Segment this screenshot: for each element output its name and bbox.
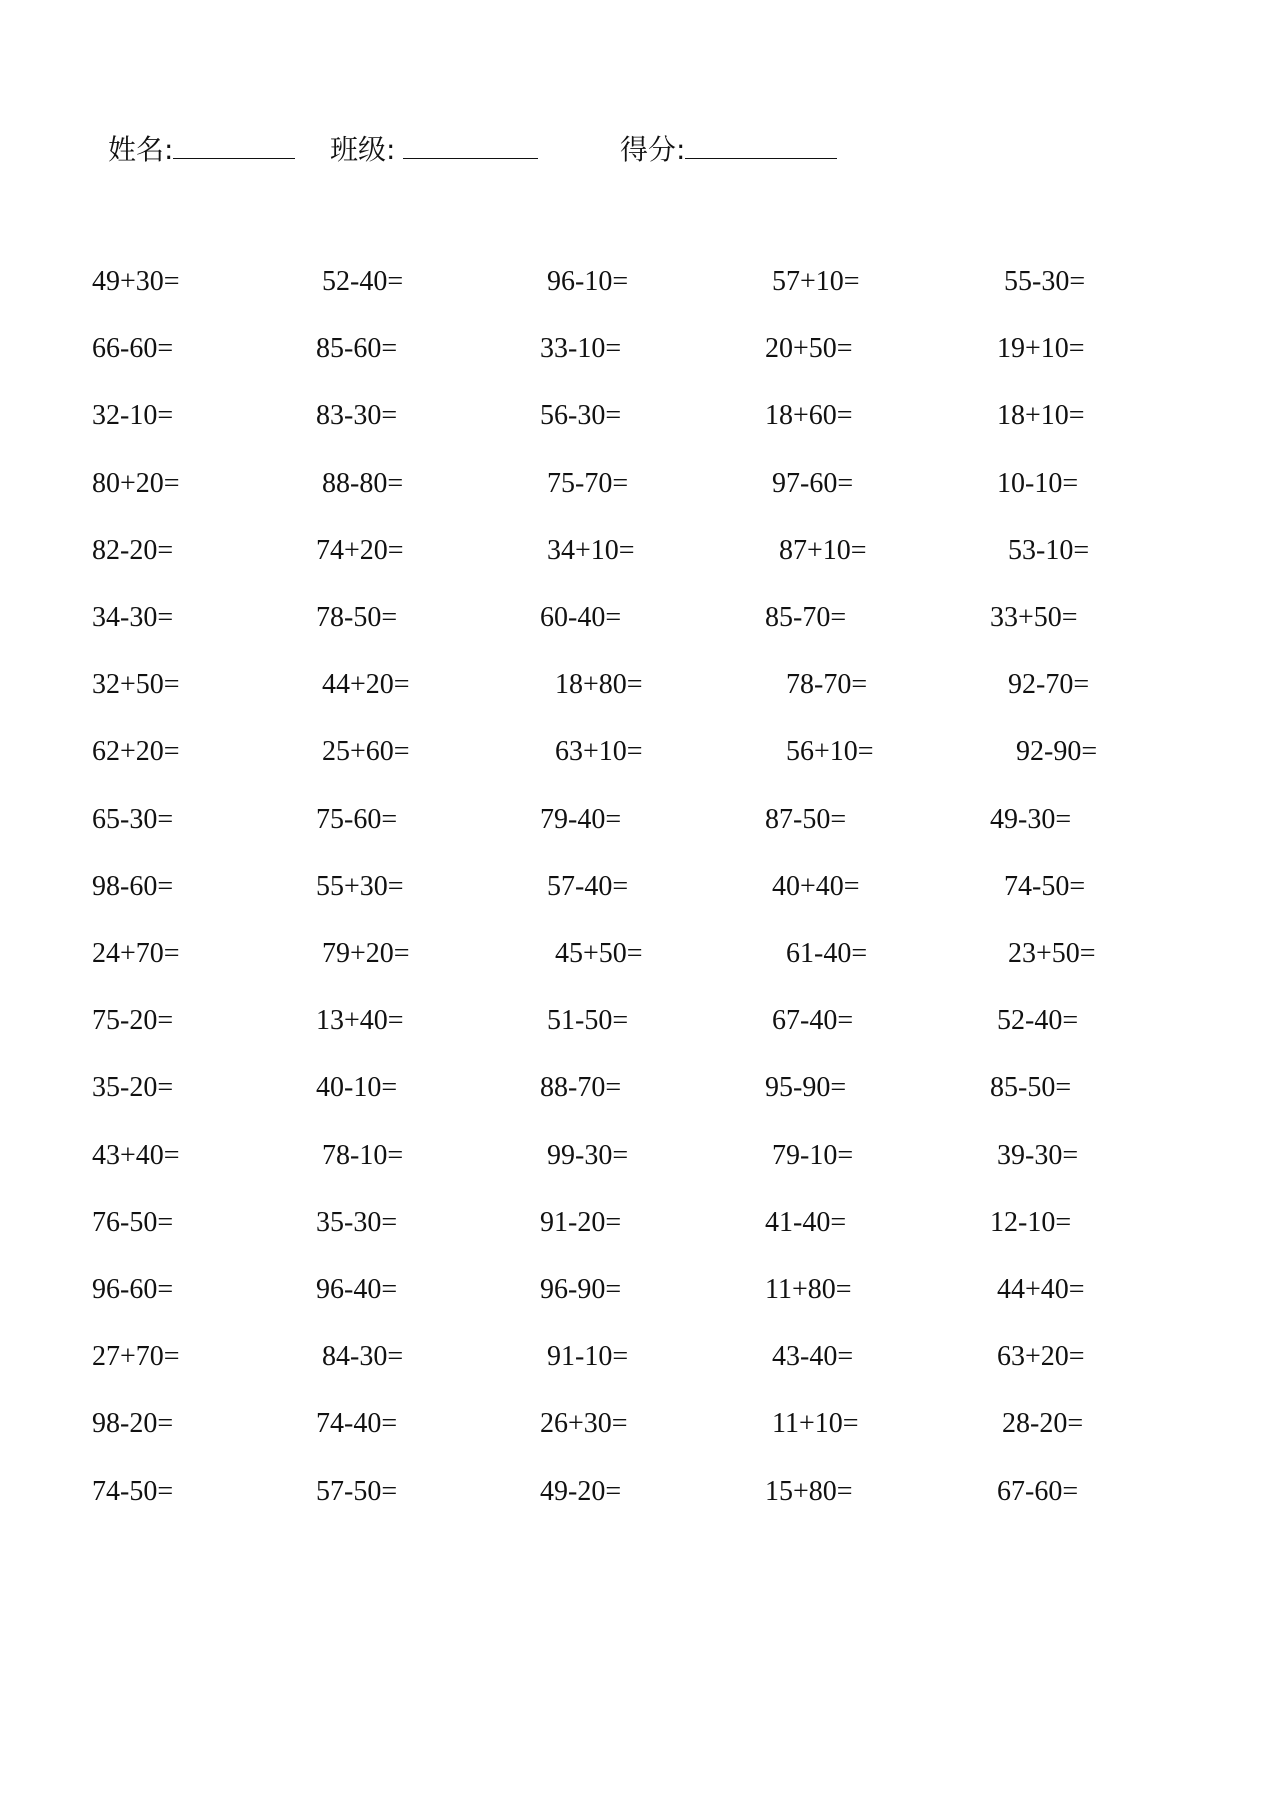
problem-item: 51-50=	[547, 1005, 629, 1037]
problem-item: 85-70=	[765, 602, 847, 633]
problem-row	[0, 464, 1280, 504]
problem-item: 74-40=	[316, 1408, 398, 1440]
problem-item: 55+30=	[316, 870, 404, 902]
problem-row	[0, 732, 1280, 772]
problem-item: 57+10=	[772, 266, 860, 297]
problem-item: 62+20=	[92, 736, 180, 768]
problem-item: 12-10=	[990, 1206, 1072, 1238]
problem-row	[0, 1337, 1280, 1377]
problem-item: 75-70=	[547, 467, 629, 499]
problem-item: 91-20=	[540, 1206, 622, 1238]
problem-item: 79-10=	[772, 1139, 854, 1171]
problem-item: 49-20=	[540, 1475, 622, 1507]
problem-item: 56+10=	[786, 736, 874, 768]
problem-item: 49-30=	[990, 803, 1072, 835]
problem-item: 10-10=	[997, 467, 1079, 499]
problem-item: 92-90=	[1016, 736, 1098, 768]
problem-row	[0, 1270, 1280, 1310]
problem-item: 95-90=	[765, 1072, 847, 1104]
problem-item: 87-50=	[765, 803, 847, 835]
problem-item: 79+20=	[322, 938, 410, 969]
problem-item: 52-40=	[997, 1005, 1079, 1037]
problem-item: 60-40=	[540, 602, 622, 633]
class-blank[interactable]	[403, 128, 538, 159]
problem-item: 35-20=	[92, 1072, 174, 1104]
problem-item: 96-90=	[540, 1274, 622, 1305]
problem-item: 67-40=	[772, 1005, 854, 1037]
name-label: 姓名:	[108, 133, 174, 166]
problem-item: 65-30=	[92, 803, 174, 835]
problem-item: 53-10=	[1008, 534, 1090, 566]
problem-item: 34+10=	[547, 534, 635, 566]
name-field	[108, 128, 295, 170]
problem-row	[0, 867, 1280, 907]
problem-item: 98-20=	[92, 1408, 174, 1440]
problem-item: 63+20=	[997, 1341, 1085, 1373]
problem-item: 11+10=	[772, 1408, 859, 1440]
problem-row	[0, 598, 1280, 638]
problem-item: 39-30=	[997, 1139, 1079, 1171]
name-blank[interactable]	[173, 128, 295, 159]
problem-item: 11+80=	[765, 1274, 852, 1305]
problem-item: 76-50=	[92, 1206, 174, 1238]
problem-item: 20+50=	[765, 333, 853, 365]
problem-item: 55-30=	[1004, 266, 1086, 297]
problem-item: 84-30=	[322, 1341, 404, 1373]
problem-item: 33+50=	[990, 602, 1078, 633]
problem-item: 78-70=	[786, 669, 868, 701]
problem-item: 74-50=	[1004, 870, 1086, 902]
problem-item: 52-40=	[322, 266, 404, 297]
problem-item: 85-50=	[990, 1072, 1072, 1104]
problem-item: 83-30=	[316, 400, 398, 432]
problem-item: 57-50=	[316, 1475, 398, 1507]
class-field	[330, 128, 538, 170]
problem-item: 74-50=	[92, 1475, 174, 1507]
problem-row	[0, 665, 1280, 705]
problem-row	[0, 800, 1280, 840]
problem-row	[0, 262, 1280, 302]
problem-item: 43+40=	[92, 1139, 180, 1171]
problem-item: 13+40=	[316, 1005, 404, 1037]
problem-item: 40+40=	[772, 870, 860, 902]
problem-item: 49+30=	[92, 266, 180, 297]
problem-item: 35-30=	[316, 1206, 398, 1238]
problem-item: 44+20=	[322, 669, 410, 701]
problem-item: 45+50=	[555, 938, 643, 969]
problem-item: 78-10=	[322, 1139, 404, 1171]
problem-item: 18+80=	[555, 669, 643, 701]
problem-item: 40-10=	[316, 1072, 398, 1104]
problem-item: 82-20=	[92, 534, 174, 566]
class-label: 班级:	[330, 133, 396, 166]
problem-row	[0, 934, 1280, 974]
problem-item: 18+10=	[997, 400, 1085, 432]
problem-item: 27+70=	[92, 1341, 180, 1373]
problem-item: 79-40=	[540, 803, 622, 835]
problem-item: 80+20=	[92, 467, 180, 499]
problem-item: 96-40=	[316, 1274, 398, 1305]
problem-row	[0, 1136, 1280, 1176]
problem-row	[0, 1068, 1280, 1108]
problem-item: 98-60=	[92, 870, 174, 902]
problem-item: 18+60=	[765, 400, 853, 432]
problem-item: 56-30=	[540, 400, 622, 432]
problem-row	[0, 531, 1280, 571]
problem-item: 43-40=	[772, 1341, 854, 1373]
problem-item: 24+70=	[92, 938, 180, 969]
problem-item: 75-20=	[92, 1005, 174, 1037]
problem-item: 28-20=	[1002, 1408, 1084, 1440]
problem-item: 67-60=	[997, 1475, 1079, 1507]
problem-row	[0, 396, 1280, 436]
problem-item: 87+10=	[779, 534, 867, 566]
problem-row	[0, 1001, 1280, 1041]
problem-item: 96-60=	[92, 1274, 174, 1305]
problem-item: 32+50=	[92, 669, 180, 701]
problem-item: 88-70=	[540, 1072, 622, 1104]
problem-item: 23+50=	[1008, 938, 1096, 969]
problem-item: 26+30=	[540, 1408, 628, 1440]
problem-item: 99-30=	[547, 1139, 629, 1171]
problem-item: 61-40=	[786, 938, 868, 969]
problem-item: 91-10=	[547, 1341, 629, 1373]
problem-row	[0, 329, 1280, 369]
problem-item: 33-10=	[540, 333, 622, 365]
problem-item: 66-60=	[92, 333, 174, 365]
problem-item: 44+40=	[997, 1274, 1085, 1305]
problem-row	[0, 1203, 1280, 1243]
problem-item: 15+80=	[765, 1475, 853, 1507]
problem-item: 96-10=	[547, 266, 629, 297]
problem-row	[0, 1404, 1280, 1444]
problem-item: 34-30=	[92, 602, 174, 633]
problem-item: 25+60=	[322, 736, 410, 768]
problem-item: 41-40=	[765, 1206, 847, 1238]
problem-item: 74+20=	[316, 534, 404, 566]
problem-item: 32-10=	[92, 400, 174, 432]
score-label: 得分:	[620, 133, 686, 166]
problem-item: 19+10=	[997, 333, 1085, 365]
problem-item: 88-80=	[322, 467, 404, 499]
score-field	[620, 128, 837, 170]
problem-item: 63+10=	[555, 736, 643, 768]
problem-item: 97-60=	[772, 467, 854, 499]
problem-item: 57-40=	[547, 870, 629, 902]
score-blank[interactable]	[685, 128, 837, 159]
problem-item: 75-60=	[316, 803, 398, 835]
problem-item: 85-60=	[316, 333, 398, 365]
problem-item: 78-50=	[316, 602, 398, 633]
problem-row	[0, 1472, 1280, 1512]
problem-item: 92-70=	[1008, 669, 1090, 701]
